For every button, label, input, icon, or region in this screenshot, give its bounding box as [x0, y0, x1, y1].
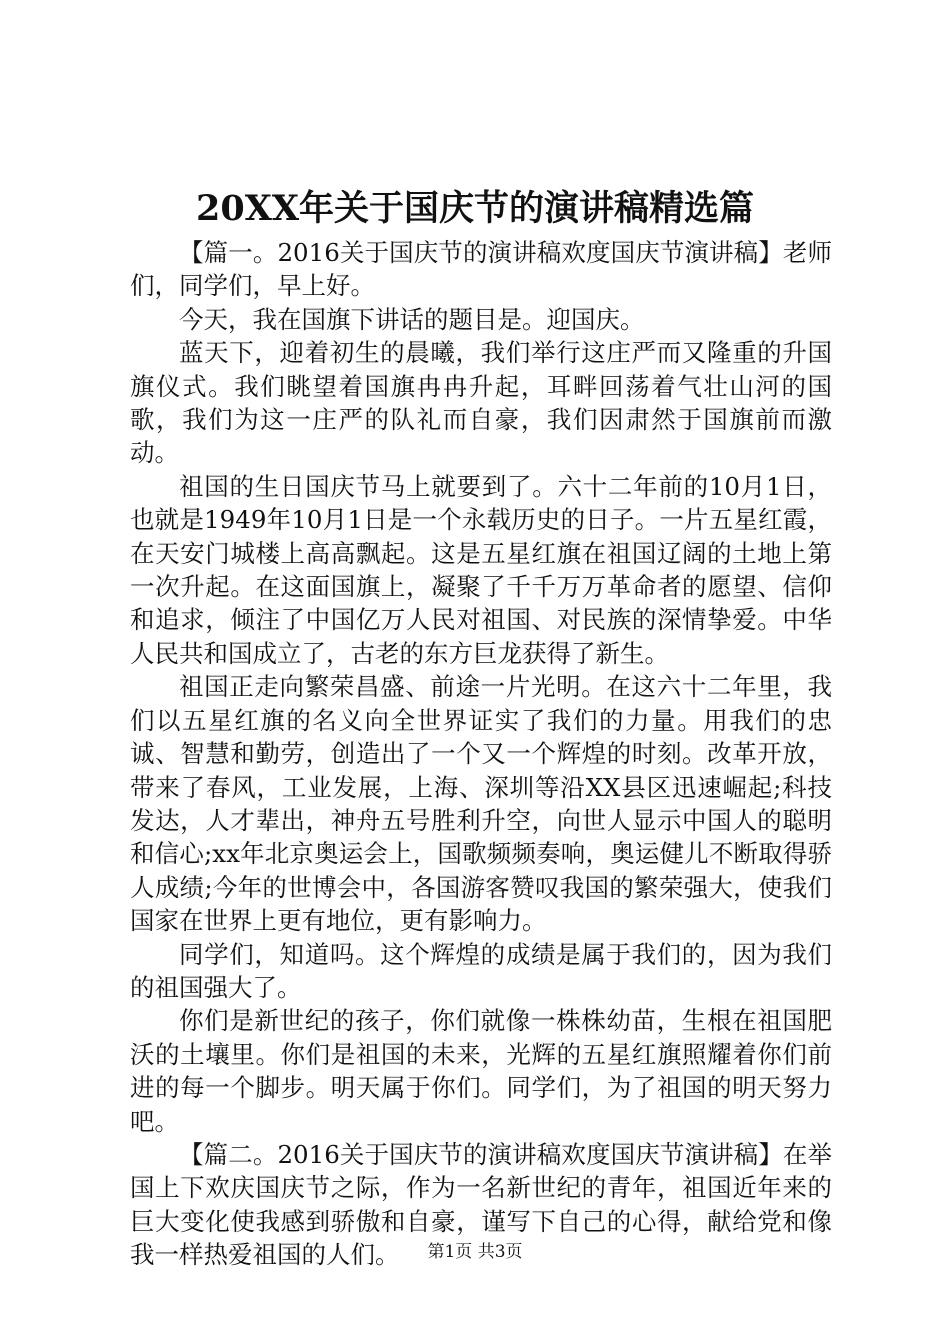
paragraph-3: 蓝天下，迎着初生的晨曦，我们举行这庄严而又隆重的升国旗仪式。我们眺望着国旗冉冉升起，耳畔回荡着气壮山河的国歌，我们为这一庄严的队礼而自豪，我们因肃然于国旗前而激动。	[130, 338, 832, 468]
paragraph-7: 你们是新世纪的孩子，你们就像一株株幼苗，生根在祖国肥沃的土壤里。你们是祖国的未来，光辉的五星红旗照耀着你们前进的每一个脚步。明天属于你们。同学们，为了祖国的明天努力吧。	[130, 1006, 832, 1136]
page-number-footer: 第1页 共3页	[427, 1242, 523, 1262]
paragraph-6: 同学们，知道吗。这个辉煌的成绩是属于我们的，因为我们的祖国强大了。	[130, 939, 832, 1002]
paragraph-8: 【篇二。2016关于国庆节的演讲稿欢度国庆节演讲稿】在举国上下欢庆国庆节之际，作为一名新世纪的青年，祖国近年来的巨大变化使我感到骄傲和自豪，谨写下自己的心得，献给党和像我一样热爱祖国的人们。	[130, 1139, 832, 1270]
paragraph-5: 祖国正走向繁荣昌盛、前途一片光明。在这六十二年里，我们以五星红旗的名义向全世界证实了我们的力量。用我们的忠诚、智慧和勤劳，创造出了一个又一个辉煌的时刻。改革开放，带来了春风，工业发展，上海、深圳等沿XX县区迅速崛起;科技发达，人才辈出，神舟五号胜利升空，向世人显示中国人的聪明和信心;xx年北京奥运会上，国歌频频奏响，奥运健儿不断取得骄人成绩;今年的世博会中，各国游客赞叹我国的繁荣强大，使我们国家在世界上更有地位，更有影响力。	[130, 672, 832, 936]
document-body	[130, 236, 832, 1272]
paragraph-1: 【篇一。2016关于国庆节的演讲稿欢度国庆节演讲稿】老师们，同学们，早上好。	[130, 238, 832, 301]
document-title: 20XX年关于国庆节的演讲稿精选篇	[195, 188, 755, 229]
paragraph-2: 今天，我在国旗下讲话的题目是。迎国庆。	[179, 304, 645, 334]
paragraph-4: 祖国的生日国庆节马上就要到了。六十二年前的10月1日，也就是1949年10月1日是一个永载历史的日子。一片五星红霞，在天安门城楼上高高飘起。这是五星红旗在祖国辽阔的土地上第一次升起。在这面国旗上，凝聚了千千万万革命者的愿望、信仰和追求，倾注了中国亿万人民对祖国、对民族的深情挚爱。中华人民共和国成立了，古老的东方巨龙获得了新生。	[130, 471, 832, 668]
